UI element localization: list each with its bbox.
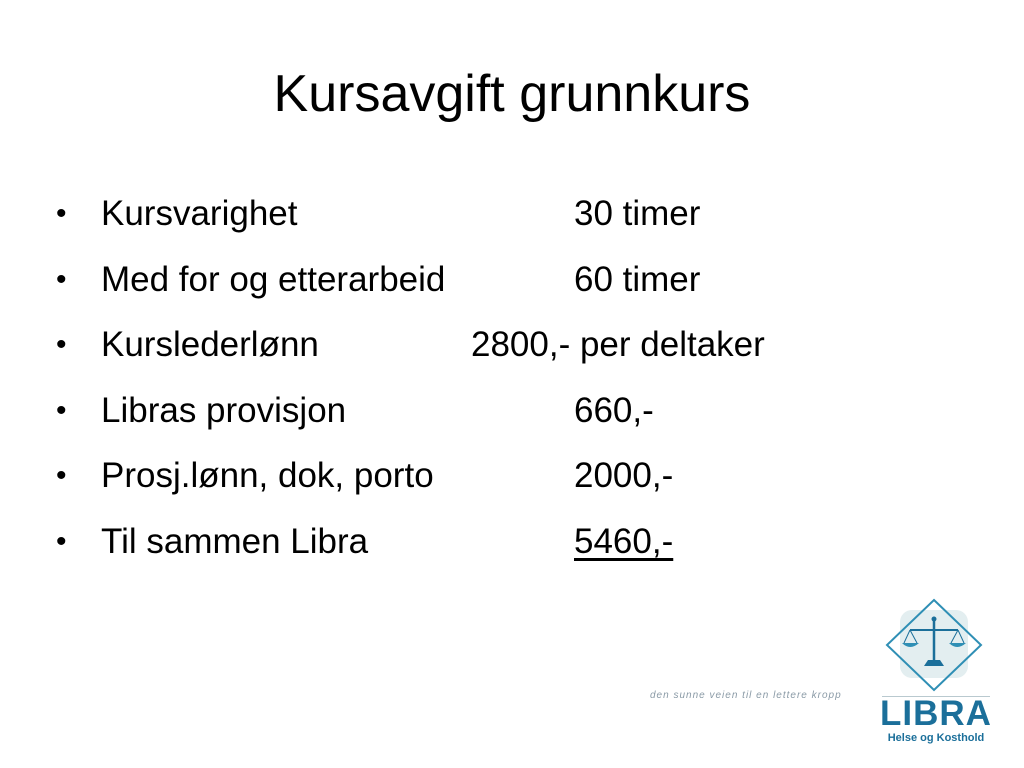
logo-name: LIBRA [880,694,992,733]
bullet-icon: • [56,262,67,296]
list-item [56,450,956,516]
bullet-icon: • [56,393,67,427]
logo-tagline: Helse og Kosthold [887,732,985,744]
bullet-icon: • [56,524,67,558]
bullet-icon: • [56,328,67,361]
list-item [56,516,956,582]
slogan: den sunne veien til en lettere kropp [650,690,842,701]
list-item [56,319,956,385]
bullet-icon: • [56,197,67,230]
scales-icon [884,598,984,693]
bullet-icon: • [56,459,67,492]
item-value: 2800,- per deltaker [471,325,765,364]
slide-title: Kursavgift grunnkurs [273,65,751,123]
list-item [56,188,956,254]
item-label: Kursvarighet [101,194,298,233]
item-value: 60 timer [574,259,701,299]
item-label: Libras provisjon [101,390,347,430]
item-value: 30 timer [574,194,701,233]
item-value: 2000,- [574,456,674,495]
list-item [56,254,956,320]
item-label: Med for og etterarbeid [101,259,446,299]
item-value: 660,- [574,390,654,430]
list-item [56,385,956,451]
item-label: Prosj.lønn, dok, porto [101,456,434,495]
item-label: Kurslederlønn [101,325,319,364]
libra-logo [872,598,996,748]
item-label: Til sammen Libra [101,521,369,561]
fee-list [56,188,956,581]
total-value: 5460,- [574,521,674,561]
